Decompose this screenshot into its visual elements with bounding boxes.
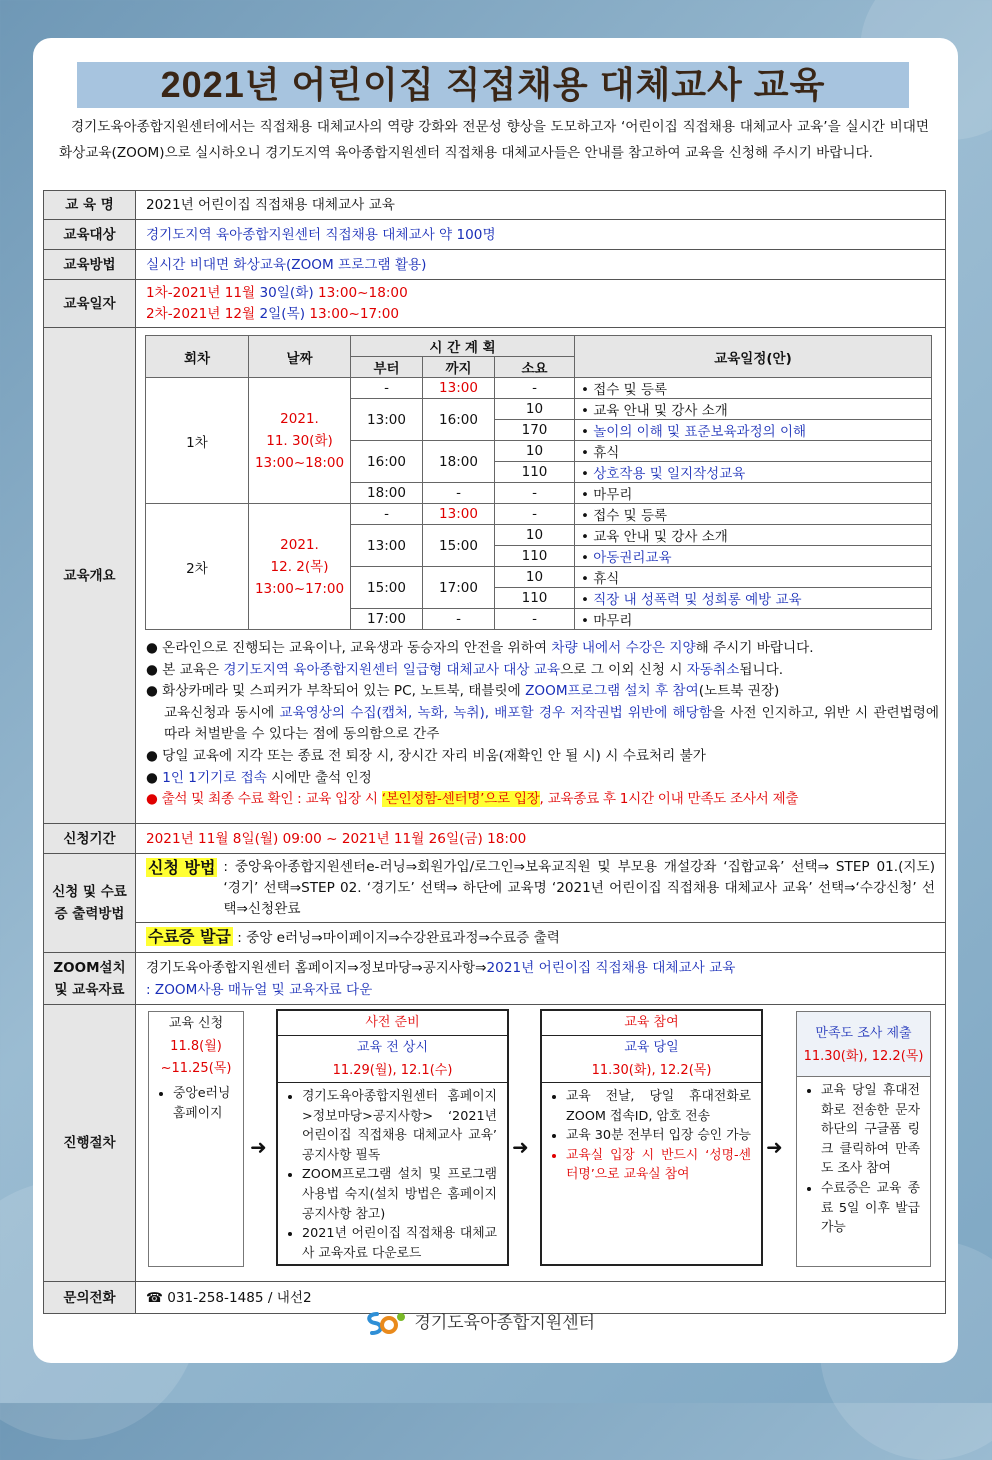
note-item: ● 출석 및 최종 수료 확인 : 교육 입장 시 ‘본인성함-센터명’으로 입장, 교육종료 후 1시간 이내 만족도 조사서 제출 xyxy=(146,791,799,808)
cell: 17:00 xyxy=(351,609,423,630)
arrow-right-icon: ➜ xyxy=(512,1135,529,1159)
note-item: ● 당일 교육에 지각 또는 종료 전 퇴장 시, 장시간 자리 비움(재확인 안 될 시) 시 수료처리 불가 xyxy=(146,747,706,764)
step-title: 교육 참여 xyxy=(542,1011,761,1036)
program-item: • 놀이의 이해 및 표준보육과정의 이해 xyxy=(575,420,932,441)
value-period: 2021년 11월 8일(월) 09:00 ~ 2021년 11월 26일(금) 18:00 xyxy=(146,830,527,847)
value-name: 2021년 어린이집 직접채용 대체교사 교육 xyxy=(146,197,395,213)
intro-paragraph: 경기도육아종합지원센터에서는 직접채용 대체교사의 역량 강화와 전문성 향상을 도모하고자 ‘어린이집 직접채용 대체교사 교육’을 실시간 비대면 화상교육(ZOOM)으로 실시하오니 경기도지역 육아종합지원센터 직접채용 대체교사들은 안내를 참고하여 교육을 신청해 주시기 바랍니다. xyxy=(59,119,929,161)
schedule-table xyxy=(145,335,932,630)
step-items xyxy=(149,1084,243,1123)
cell: - xyxy=(423,483,495,504)
certificate xyxy=(136,923,945,952)
info-table xyxy=(43,190,946,1314)
step-item: • 경기도육아종합지원센터 홈페이지>정보마당>공지사항> ‘2021년 어린이집 직접채용 대체교사 교육’ 공지사항 필독 xyxy=(302,1087,497,1165)
program-item: • 교육 안내 및 강사 소개 xyxy=(575,399,932,420)
program-item: • 직장 내 성폭력 및 성희롱 예방 교육 xyxy=(575,588,932,609)
program-item: • 교육 안내 및 강사 소개 xyxy=(575,525,932,546)
note-item-continued: 교육신청과 동시에 교육영상의 수집(캡처, 녹화, 녹취), 배포할 경우 저작권법 위반에 해당함을 사전 인지하고, 위반 시 관련법령에 따라 처벌받을 수 있다는 점에 동의함으로 간주 xyxy=(164,704,939,743)
cell: 18:00 xyxy=(423,441,495,483)
step-date: 11.29(월), 12.1(수) xyxy=(278,1060,507,1083)
label-zoom: ZOOM설치 및 교육자료 xyxy=(44,953,136,1005)
step-date: 11.8(월) ~11.25(목) xyxy=(160,1039,232,1076)
step-item: • 중앙e러닝 홈페이지 xyxy=(173,1084,233,1123)
label-method: 교육방법 xyxy=(44,250,136,280)
cell: 110 xyxy=(495,462,575,483)
step-item: • 교육 30분 전부터 입장 승인 가능 xyxy=(566,1126,751,1146)
label-overview: 교육개요 xyxy=(44,328,136,824)
program-item: • 접수 및 등록 xyxy=(575,504,932,525)
cell: 16:00 xyxy=(351,441,423,483)
note-item: ● 온라인으로 진행되는 교육이나, 교육생과 동승자의 안전을 위하여 차량 내에서 수강은 지양해 주시기 바랍니다. xyxy=(146,640,814,656)
cell: 110 xyxy=(495,546,575,567)
step-items xyxy=(797,1081,930,1238)
cell: - xyxy=(495,483,575,504)
label-name: 교 육 명 xyxy=(44,191,136,220)
cell: - xyxy=(423,609,495,630)
program-item: • 휴식 xyxy=(575,567,932,588)
cell: - xyxy=(351,504,423,525)
cell: 170 xyxy=(495,420,575,441)
cell: - xyxy=(495,378,575,399)
program-item: • 마무리 xyxy=(575,483,932,504)
step-subtitle: 교육 전 상시 xyxy=(356,1040,429,1055)
value-zoom: 경기도육아종합지원센터 홈페이지⇒정보마당⇒공지사항⇒2021년 어린이집 직접채용 대체교사 교육 : ZOOM사용 매뉴얼 및 교육자료 다운 xyxy=(146,959,736,998)
step-item: • 교육 당일 휴대전화로 전송한 문자 하단의 구글폼 링크 클릭하여 만족도 조사 참여 xyxy=(821,1081,920,1179)
label-apply: 신청 및 수료증 출력방법 xyxy=(44,854,136,953)
cell: - xyxy=(495,609,575,630)
cell: 13:00 xyxy=(423,378,495,399)
cell: 10 xyxy=(495,567,575,588)
process-flow xyxy=(136,1005,945,1281)
program-item: • 상호작용 및 일지작성교육 xyxy=(575,462,932,483)
step-title: 사전 준비 xyxy=(278,1011,507,1036)
arrow-right-icon: ➜ xyxy=(250,1135,267,1159)
step-item: • 수료증은 교육 종료 5일 이후 발급 가능 xyxy=(821,1179,920,1238)
program-item: • 아동권리교육 xyxy=(575,546,932,567)
round-2: 2차 xyxy=(146,504,249,630)
document-card xyxy=(33,38,958,1363)
apply-method-label: 신청 방법 xyxy=(148,858,216,877)
step-item: • 교육 전날, 당일 휴대전화로 ZOOM 접속ID, 암호 전송 xyxy=(566,1087,751,1126)
cell: 13:00 xyxy=(423,504,495,525)
step-subtitle: 교육 당일 xyxy=(624,1040,679,1055)
col-duration: 소요 xyxy=(495,357,575,378)
cell: 13:00 xyxy=(351,399,423,441)
note-item: ● 본 교육은 경기도지역 육아종합지원센터 일급형 대체교사 대상 교육으로 그 이외 신청 시 자동취소됩니다. xyxy=(146,661,784,678)
col-time-plan: 시 간 계 획 xyxy=(351,336,575,357)
certificate-text: : 중앙 e러닝⇒마이페이지⇒수강완료과정⇒수료증 출력 xyxy=(237,930,560,946)
step-item: • 2021년 어린이집 직접채용 대체교사 교육자료 다운로드 xyxy=(302,1224,497,1263)
step-item: • ZOOM프로그램 설치 및 프로그램 사용법 숙지(설치 방법은 홈페이지 공지사항 참고) xyxy=(302,1165,497,1224)
col-to: 까지 xyxy=(423,357,495,378)
cell: 10 xyxy=(495,399,575,420)
note-item: ● 1인 1기기로 접속 시에만 출석 인정 xyxy=(146,769,372,786)
step-apply xyxy=(148,1011,244,1267)
col-round: 회차 xyxy=(146,336,249,378)
cell: 15:00 xyxy=(351,567,423,609)
step-prepare xyxy=(276,1009,509,1266)
cell: 13:00 xyxy=(351,525,423,567)
label-process: 진행절차 xyxy=(44,1005,136,1282)
org-name: 경기도육아종합지원센터 xyxy=(414,1313,596,1333)
step-title: 교육 신청 xyxy=(168,1016,224,1031)
value-contact: ☎ 031-258-1485 / 내선2 xyxy=(146,1289,312,1306)
program-item: • 접수 및 등록 xyxy=(575,378,932,399)
program-item: • 마무리 xyxy=(575,609,932,630)
round-1-date: 2021. 11. 30(화) 13:00~18:00 xyxy=(249,378,351,504)
col-date: 날짜 xyxy=(249,336,351,378)
value-date: 1차-2021년 11월 30일(화) 13:00~18:00 2차-2021년 12월 2일(목) 13:00~17:00 xyxy=(146,284,408,322)
col-program: 교육일정(안) xyxy=(575,336,932,378)
label-target: 교육대상 xyxy=(44,220,136,250)
page-title: 2021년 어린이집 직접채용 대체교사 교육 xyxy=(77,62,909,108)
step-items xyxy=(278,1087,507,1263)
footer-logo xyxy=(363,1308,663,1338)
apply-method xyxy=(136,854,945,923)
step-item: • 교육실 입장 시 반드시 ‘성명-센터명’으로 교육실 참여 xyxy=(566,1146,751,1185)
value-target: 경기도지역 육아종합지원센터 직접채용 대체교사 약 100명 xyxy=(146,226,496,243)
round-1: 1차 xyxy=(146,378,249,504)
cell: 110 xyxy=(495,588,575,609)
label-period: 신청기간 xyxy=(44,824,136,854)
note-item: ● 화상카메라 및 스피커가 부착되어 있는 PC, 노트북, 태블릿에 ZOOM프로그램 설치 후 참여(노트북 권장) xyxy=(146,683,780,700)
step-items xyxy=(542,1087,761,1185)
cell: 17:00 xyxy=(423,567,495,609)
cell: 16:00 xyxy=(423,399,495,441)
step-survey xyxy=(796,1011,931,1267)
round-2-date: 2021. 12. 2(목) 13:00~17:00 xyxy=(249,504,351,630)
notes-list xyxy=(146,638,939,811)
cell: 10 xyxy=(495,441,575,462)
certificate-label: 수료증 발급 xyxy=(148,927,231,946)
step-date: 11.30(화), 12.2(목) xyxy=(542,1060,761,1083)
col-from: 부터 xyxy=(351,357,423,378)
cell: 18:00 xyxy=(351,483,423,504)
label-contact: 문의전화 xyxy=(44,1282,136,1314)
step-attend xyxy=(540,1009,763,1266)
cell: 15:00 xyxy=(423,525,495,567)
value-method: 실시간 비대면 화상교육(ZOOM 프로그램 활용) xyxy=(146,256,427,273)
apply-method-text: : 중앙육아종합지원센터e-러닝⇒회원가입/로그인⇒보육교직원 및 부모용 개설강좌 ‘집합교육’ 선택⇒ STEP 01.(지도) ‘경기’ 선택⇒STEP 02. ‘경기도’ 선택⇒ 하단에 교육명 ‘2021년 어린이집 직접채용 대체교사 교육’ 선택⇒‘수강신청’ 선택⇒신청완료 xyxy=(223,859,935,917)
label-date: 교육일자 xyxy=(44,280,136,328)
org-logo-icon xyxy=(363,1308,409,1338)
cell: - xyxy=(351,378,423,399)
cell: 10 xyxy=(495,525,575,546)
program-item: • 휴식 xyxy=(575,441,932,462)
step-header: 만족도 조사 제출 11.30(화), 12.2(목) xyxy=(797,1012,930,1077)
cell: - xyxy=(495,504,575,525)
arrow-right-icon: ➜ xyxy=(766,1135,783,1159)
